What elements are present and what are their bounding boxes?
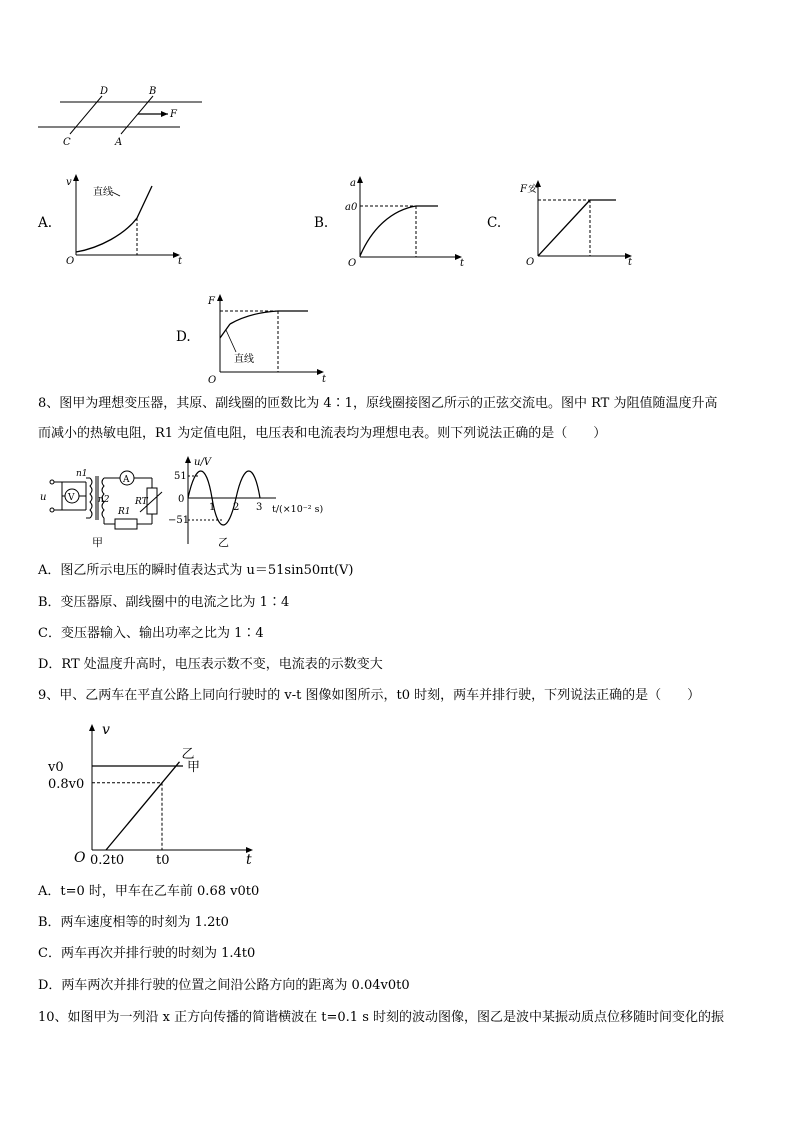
graph-A [60, 172, 190, 264]
graph-A-ylabel: v [66, 177, 72, 188]
x-tick-t0: t0 [156, 853, 170, 866]
v-axis-arrow [89, 724, 95, 731]
option-C-label: C. [487, 215, 502, 231]
graph-D-xlabel: t [322, 374, 327, 385]
yi-xlabel: t/(×10⁻² s) [272, 504, 324, 515]
graph-B [340, 172, 470, 267]
graph-D [200, 290, 335, 385]
voltmeter-label: V [68, 493, 75, 503]
graph-D-note: 直线 [234, 354, 254, 365]
vt-labels [47, 722, 252, 866]
transformer-circuit-figure [40, 462, 175, 552]
R1-label: R1 [118, 507, 131, 517]
graph-D-ylabel: F [208, 296, 215, 307]
n1-label: n1 [76, 469, 88, 479]
q9-option-D[interactable]: D．两车两次并排行驶的位置之间沿公路方向的距离为 0.04v0t0 [38, 978, 410, 993]
yi-xtick-1: 1 [209, 502, 216, 513]
series-label-yi: 乙 [181, 746, 195, 762]
q8-option-D[interactable]: D．RT 处温度升高时，电压表示数不变，电流表的示数变大 [38, 657, 383, 672]
graph-C [520, 176, 640, 266]
sine-voltage-figure [168, 452, 328, 552]
graph-C-origin: O [526, 257, 535, 266]
label-F: F [170, 109, 177, 120]
RT-label: RT [135, 497, 148, 507]
fig-yi-caption: 乙 [218, 536, 229, 549]
label-A: A [115, 137, 123, 148]
circuit-u-label: u [40, 492, 47, 503]
graph-B-xlabel: t [460, 258, 465, 267]
graph-B-ylabel: a [350, 178, 356, 189]
vt-axes [89, 724, 253, 853]
q9-option-A[interactable]: A．t=0 时，甲车在乙车前 0.68 v0t0 [38, 884, 260, 899]
q9-option-B[interactable]: B．两车速度相等的时刻为 1.2t0 [38, 915, 229, 930]
q8-option-A[interactable]: A．图乙所示电压的瞬时值表达式为 u＝51sin50πt(V) [38, 563, 354, 578]
q8-stem-line1: 8、图甲为理想变压器，其原、副线圈的匝数比为 4∶1，原线圈接图乙所示的正弦交流电。图中 RT 为阻值随温度升高 [38, 396, 718, 411]
graph-B-origin: O [348, 258, 357, 267]
label-D: D [100, 86, 109, 97]
option-A-label: A. [38, 215, 53, 231]
x-tick-0.2t0: 0.2t0 [90, 853, 125, 866]
graph-A-note: 直线 [93, 187, 113, 198]
q9-stem-line1: 9、甲、乙两车在平直公路上同向行驶时的 v-t 图像如图所示，t0 时刻，两车并排行驶，下列说法正确的是（ ） [38, 688, 701, 703]
q8-option-C[interactable]: C．变压器输入、输出功率之比为 1∶4 [38, 626, 264, 641]
graph-C-ylabel: F安 [520, 184, 537, 195]
graph-B-a0: a0 [345, 202, 358, 213]
yi-ytick-bottom: −51 [168, 515, 190, 526]
series-line-yi [106, 762, 180, 850]
label-C: C [63, 137, 71, 148]
yi-ytick-top: 51 [174, 471, 187, 482]
vt-chart [44, 718, 264, 866]
rails-figure [30, 82, 220, 152]
yi-xtick-2: 2 [233, 502, 240, 513]
y-tick-0.8v0: 0.8v0 [48, 776, 85, 792]
graph-C-xlabel: t [628, 257, 633, 266]
ammeter-label: A [123, 475, 130, 485]
graph-A-origin: O [66, 256, 75, 264]
graph-A-xlabel: t [178, 256, 183, 264]
option-B-label: B. [314, 215, 329, 231]
n2-label: n2 [98, 495, 110, 505]
fig-jia-caption: 甲 [92, 536, 103, 549]
q10-stem-line1: 10、如图甲为一列沿 x 正方向传播的简谐横波在 t=0.1 s 时刻的波动图像，图乙是波中某振动质点位移随时间变化的振 [38, 1010, 724, 1025]
series-label-jia: 甲 [187, 760, 201, 775]
v-axis-label: v [102, 722, 110, 738]
yi-ylabel: u/V [194, 457, 212, 468]
q8-stem-line2: 而减小的热敏电阻，R1 为定值电阻，电压表和电流表均为理想电表。则下列说法正确的是（ ） [38, 426, 607, 441]
yi-xtick-3: 3 [256, 502, 263, 513]
option-D-label: D. [176, 329, 191, 345]
origin-label: O [74, 850, 86, 866]
graph-D-origin: O [208, 375, 217, 385]
q8-option-B[interactable]: B．变压器原、副线圈中的电流之比为 1∶4 [38, 595, 290, 610]
y-tick-v0: v0 [48, 760, 64, 775]
t-axis-label: t [246, 852, 252, 866]
vt-series [92, 762, 183, 850]
yi-ytick-zero: 0 [178, 494, 185, 505]
q9-option-C[interactable]: C．两车再次并排行驶的时刻为 1.4t0 [38, 946, 256, 961]
label-B: B [149, 86, 157, 97]
